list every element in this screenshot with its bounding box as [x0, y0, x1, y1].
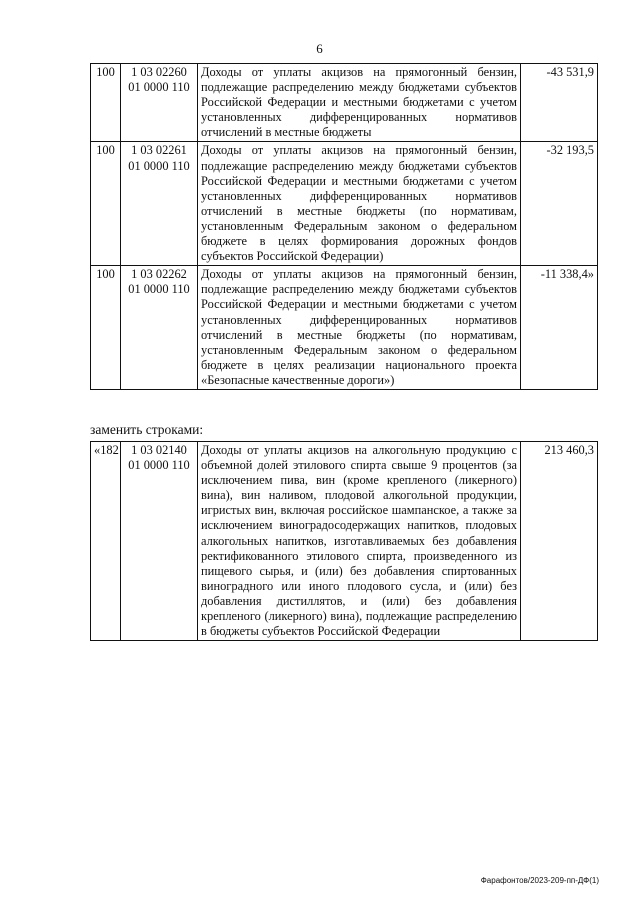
budget-code-line-1: 1 03 02140	[131, 443, 187, 457]
table-row	[91, 64, 598, 142]
budget-code-line-1: 1 03 02262	[131, 267, 187, 282]
page-number: 6	[316, 41, 323, 56]
amount: -32 193,5	[521, 142, 598, 266]
admin-code: 100	[91, 64, 121, 142]
income-name: Доходы от уплаты акцизов на прямогонный бензин, подлежащие распределению между бюджетами субъектов Российской Федерации и местными бюджетами с учетом установленных дифференцированных нормативов отчислений в местные бюджеты (по нормативам, установленным Федеральным законом о федеральном бюджете в целях формирования дорожных фондов субъектов Российской Федерации)	[198, 142, 521, 266]
amount: -43 531,9	[521, 64, 598, 142]
budget-code	[121, 142, 198, 266]
old-rows-table	[90, 63, 598, 390]
admin-code: 100	[91, 142, 121, 266]
budget-code	[121, 64, 198, 142]
budget-code-line-2: 01 0000 110	[128, 158, 190, 173]
budget-code-line-2: 01 0000 110	[128, 282, 190, 297]
budget-code	[121, 442, 198, 641]
admin-code: 100	[91, 266, 121, 390]
budget-code-line-1: 1 03 02260	[131, 65, 187, 79]
replacement-instruction: заменить строками:	[90, 422, 204, 437]
table-row	[91, 442, 598, 641]
income-name: Доходы от уплаты акцизов на прямогонный бензин, подлежащие распределению между бюджетами субъектов Российской Федерации и местными бюджетами с учетом установленных дифференцированных нормативов отчислений в местные бюджеты	[198, 64, 521, 142]
document-reference: Фарафонтов/2023-209-пп-ДФ(1)	[480, 876, 599, 885]
table-row	[91, 142, 598, 266]
budget-code-line-1: 1 03 02261	[131, 143, 187, 158]
income-name: Доходы от уплаты акцизов на прямогонный бензин, подлежащие распределению между бюджетами субъектов Российской Федерации и местными бюджетами с учетом установленных дифференцированных нормативов отчислений в местные бюджеты (по нормативам, установленным Федеральным законом о федеральном бюджете в целях реализации национального проекта «Безопасные качественные дороги»)	[198, 266, 521, 390]
budget-code	[121, 266, 198, 390]
budget-code-line-2: 01 0000 110	[128, 80, 190, 95]
amount: -11 338,4»	[521, 266, 598, 390]
new-rows-table	[90, 441, 598, 641]
income-name: Доходы от уплаты акцизов на алкогольную продукцию с объемной долей этилового спирта свыше 9 процентов (за исключением пива, вин (кроме крепленого (ликерного) вина), вин наливом, плодовой алкогольной продукции, игристых вин, включая российское шампанское, а также за исключением виноградосодержащих напитков, плодовых алкогольных напитков, изготавливаемых без добавления ректификованного этилового спирта, произведенного из пищевого сырья, и (или) без добавления спиртованных виноградного или иного плодового сусла, и (или) без добавления дистиллятов, и (или) без добавления крепленого (ликерного) вина), подлежащие распределению в бюджеты субъектов Российской Федерации	[198, 442, 521, 641]
budget-code-line-2: 01 0000 110	[128, 458, 190, 473]
amount: 213 460,3	[521, 442, 598, 641]
table-row	[91, 266, 598, 390]
admin-code: «182	[91, 442, 121, 641]
